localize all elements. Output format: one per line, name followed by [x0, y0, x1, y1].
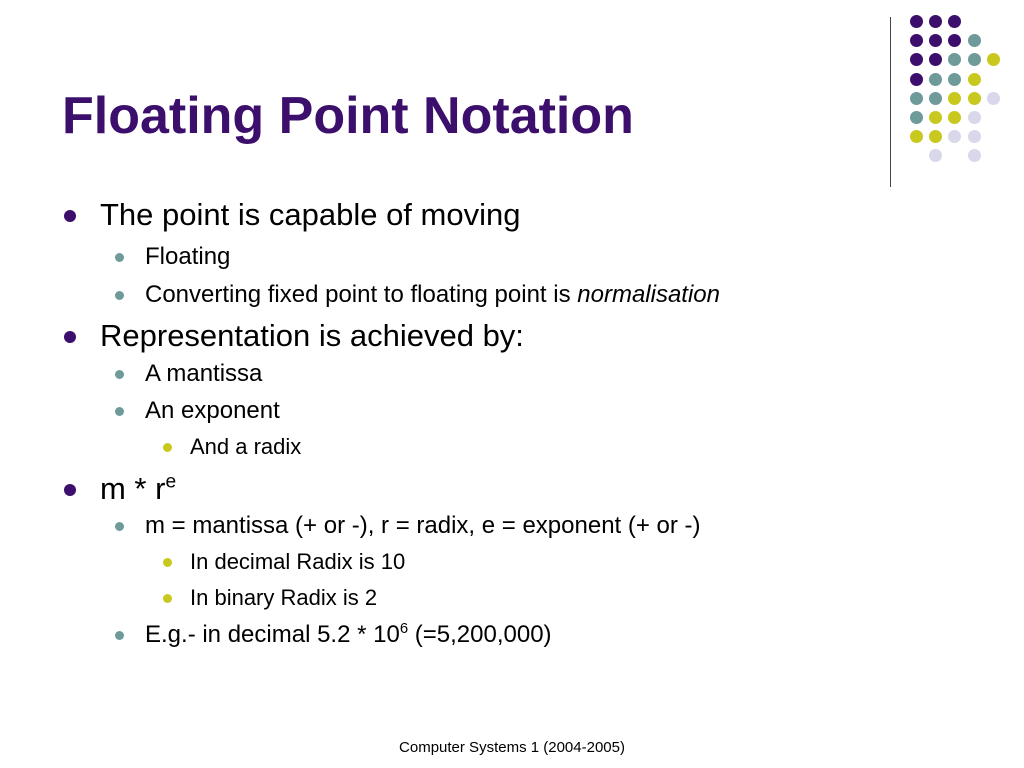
- bullet-dot-icon: [163, 558, 172, 567]
- bullet-text: normalisation: [577, 281, 720, 308]
- bullet-dot-icon: [64, 331, 76, 343]
- bullet-item-level3: [190, 549, 405, 575]
- bullet-item-level3: [190, 434, 301, 460]
- bullet-dot-icon: [115, 370, 124, 379]
- bullet-item-level2: [145, 243, 230, 271]
- bullet-item-level2: [145, 360, 262, 388]
- bullet-dot-icon: [115, 522, 124, 531]
- bullet-text: Floating: [145, 243, 231, 270]
- bullet-dot-icon: [163, 594, 172, 603]
- bullet-text: Converting fixed point to floating point is: [145, 281, 578, 308]
- bullet-text: Representation is achieved by:: [100, 318, 524, 353]
- bullet-item-level3: [190, 585, 377, 611]
- bullet-item-level1: [100, 197, 520, 233]
- bullet-text: m = mantissa (+ or -), r = radix, e = exponent (+ or -): [145, 512, 701, 539]
- bullet-item-level2: [145, 397, 280, 425]
- bullet-item-level2: [145, 512, 701, 540]
- bullet-text: E.g.- in decimal 5.2 * 10: [145, 621, 400, 648]
- bullet-dot-icon: [115, 631, 124, 640]
- bullet-text: In binary Radix is 2: [190, 585, 378, 610]
- bullet-text: A mantissa: [145, 360, 263, 387]
- bullet-text: The point is capable of moving: [100, 197, 521, 232]
- bullet-dot-icon: [115, 407, 124, 416]
- bullet-text: An exponent: [145, 397, 280, 424]
- superscript: e: [165, 471, 177, 493]
- bullet-item-level2: [145, 281, 720, 309]
- bullet-item-level1: [100, 471, 176, 507]
- bullet-item-level1: [100, 318, 524, 354]
- slide-footer: Computer Systems 1 (2004-2005): [399, 739, 625, 756]
- slide-title: Floating Point Notation: [62, 87, 634, 145]
- bullet-text: And a radix: [190, 434, 302, 459]
- bullet-dot-icon: [64, 484, 76, 496]
- bullet-text: (=5,200,000): [408, 621, 552, 648]
- bullet-dot-icon: [115, 253, 124, 262]
- bullet-dot-icon: [64, 210, 76, 222]
- bullet-dot-icon: [115, 291, 124, 300]
- bullet-item-level2: [145, 621, 552, 649]
- superscript: 6: [399, 621, 409, 637]
- bullet-text: In decimal Radix is 10: [190, 549, 406, 574]
- bullet-dot-icon: [163, 443, 172, 452]
- bullet-text: m * r: [100, 471, 166, 506]
